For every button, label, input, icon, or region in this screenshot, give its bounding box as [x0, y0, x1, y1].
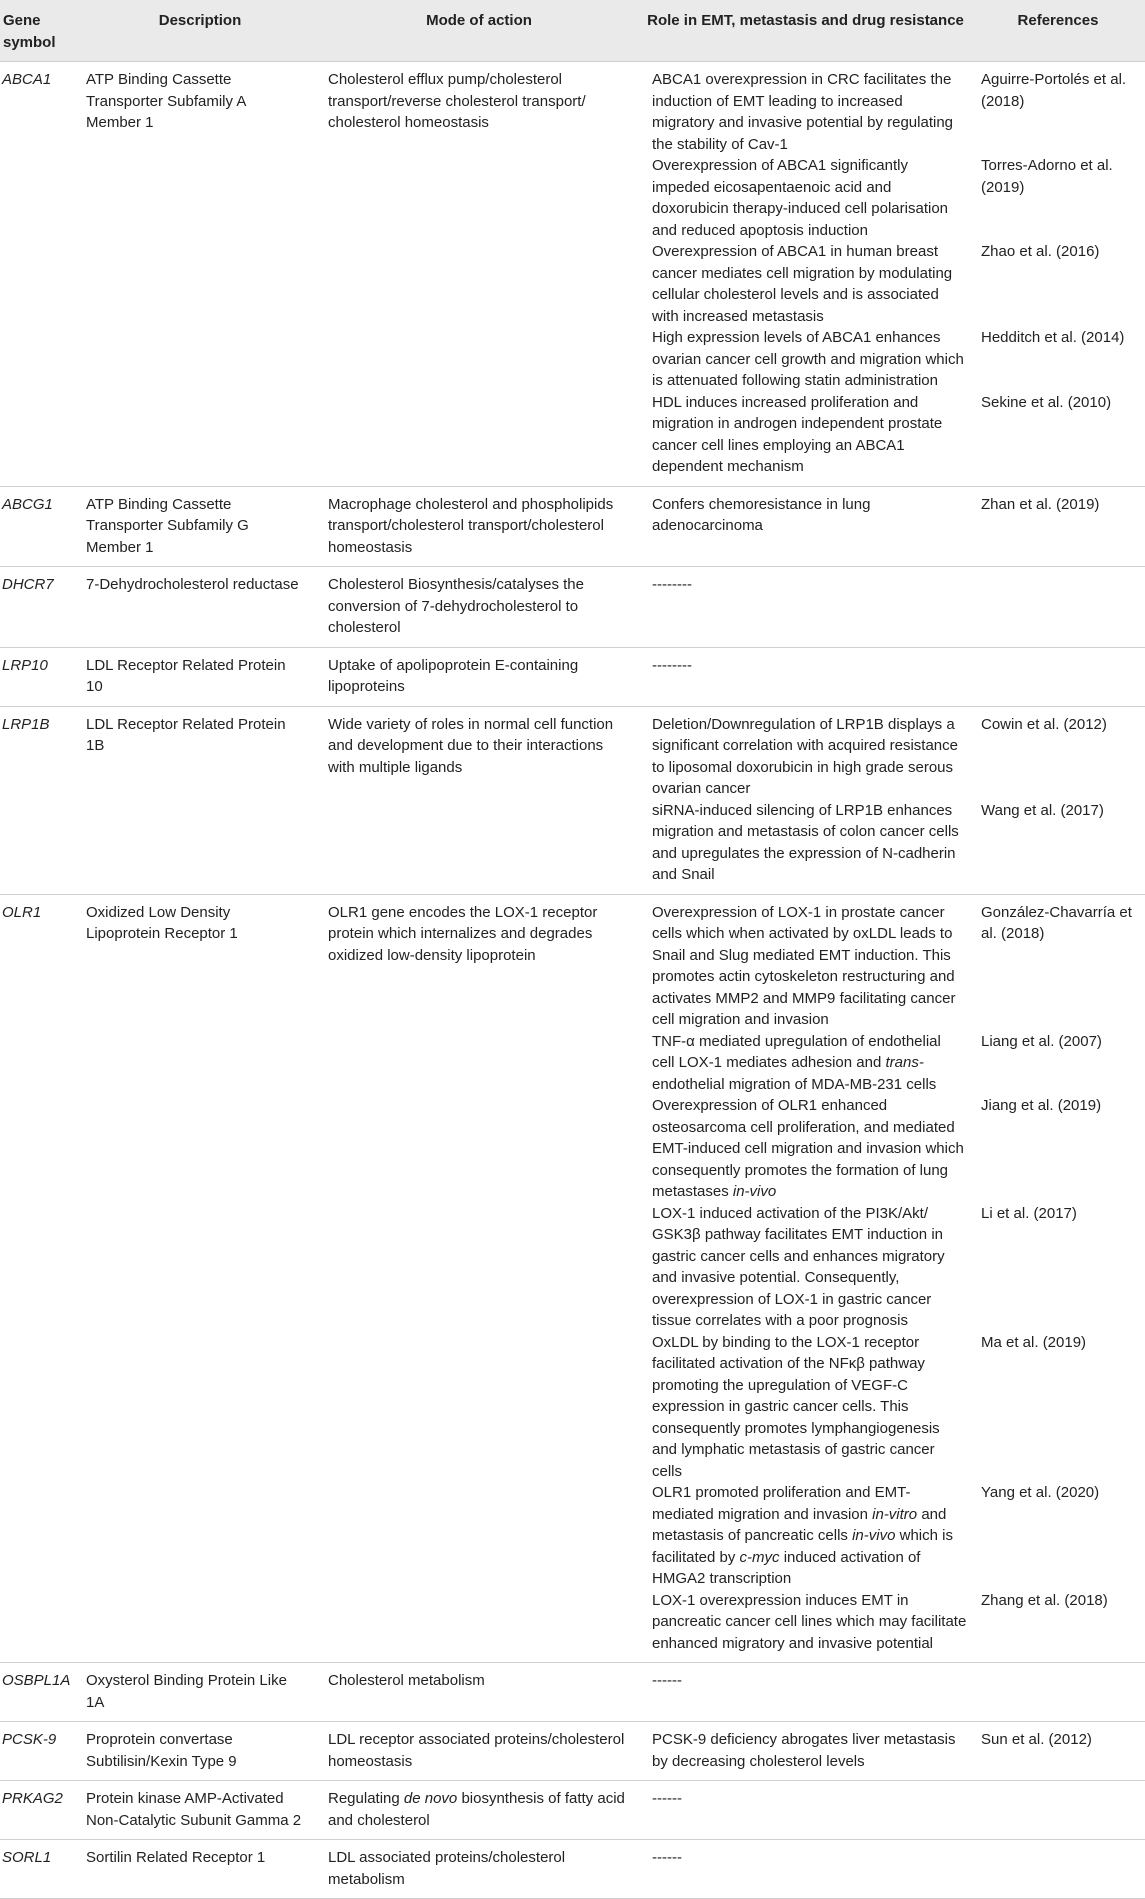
table-row — [0, 62, 1145, 487]
role-list — [640, 574, 1145, 639]
role-list — [640, 714, 1145, 886]
table-row — [0, 648, 1145, 707]
description-cell: ATP Binding Cassette Transporter Subfamily G Member 1 — [86, 495, 249, 556]
gene-symbol-cell: DHCR7 — [2, 576, 54, 593]
reference-cell: Liang et al. (2007) — [981, 1032, 1102, 1050]
role-text: Confers chemoresistance in lung adenocarcinoma — [652, 495, 871, 534]
gene-symbol-cell: ABCG1 — [2, 495, 53, 513]
reference-cell: Sekine et al. (2010) — [981, 393, 1112, 411]
gene-symbol-cell: OLR1 — [2, 903, 42, 921]
gene-symbol-cell: LRP10 — [2, 656, 48, 674]
reference-cell: Zhang et al. (2018) — [981, 1591, 1108, 1609]
reference-cell — [975, 1670, 1145, 1713]
role-text: PCSK-9 deficiency abrogates liver metastasis by decreasing cholesterol levels — [652, 1731, 956, 1770]
mode-of-action-cell: Cholesterol efflux pump/cholesterol transport/reverse cholesterol transport/ cholesterol homeostasis — [328, 71, 586, 131]
mode-of-action-cell: Macrophage cholesterol and phospholipids transport/cholesterol transport/cholesterol homeostasis — [328, 495, 614, 556]
reference-cell: Cowin et al. (2012) — [981, 715, 1107, 733]
role-text: Overexpression of LOX-1 in prostate cancer cells which when activated by oxLDL leads to Snail and Slug mediated EMT induction. This promotes actin cytoskeleton restructuring and activates MMP2 and MMP9 facilitating cancer cell migration and invasion — [652, 903, 956, 1028]
role-text: ABCA1 overexpression in CRC facilitates the induction of EMT leading to increased migratory and invasive potential by regulating the stability of Cav-1 — [652, 71, 954, 153]
description-cell: ATP Binding Cassette Transporter Subfamily A Member 1 — [86, 71, 246, 131]
mode-of-action-cell: LDL receptor associated proteins/cholesterol homeostasis — [328, 1731, 625, 1770]
role-text: TNF-α mediated upregulation of endothelial cell LOX-1 mediates adhesion and trans-endothelial migration of MDA-MB-231 cells — [652, 1032, 941, 1093]
header-references: References — [1017, 12, 1099, 29]
role-text: ------ — [652, 1849, 682, 1866]
role-text: ------ — [652, 1672, 682, 1689]
reference-cell: Zhao et al. (2016) — [981, 243, 1100, 260]
role-text: Deletion/Downregulation of LRP1B displays a significant correlation with acquired resistance to liposomal doxorubicin in high grade serous ovarian cancer — [652, 715, 958, 797]
reference-cell: Yang et al. (2020) — [981, 1484, 1100, 1501]
header-description: Description — [158, 12, 242, 29]
description-cell: 7-Dehydrocholesterol reductase — [86, 576, 299, 593]
role-text: Overexpression of ABCA1 in human breast cancer mediates cell migration by modulating cellular cholesterol levels and is associated with increased metastasis — [652, 243, 953, 325]
header-role: Role in EMT, metastasis and drug resistance — [647, 12, 964, 29]
role-text: ------ — [652, 1790, 682, 1807]
reference-cell: Hedditch et al. (2014) — [981, 329, 1125, 346]
table-row — [0, 1781, 1145, 1840]
role-text: HDL induces increased proliferation and migration in androgen independent prostate cancer cell lines employing an ABCA1 dependent mechanism — [652, 393, 943, 475]
description-cell: LDL Receptor Related Protein 1B — [86, 715, 286, 754]
reference-cell: Li et al. (2017) — [981, 1204, 1077, 1222]
reference-cell — [975, 655, 1145, 698]
role-text: siRNA-induced silencing of LRP1B enhances migration and metastasis of colon cancer cells and upregulates the expression of N-cadherin and Snail — [652, 801, 959, 883]
role-text: LOX-1 induced activation of the PI3K/Akt/ GSK3β pathway facilitates EMT induction in gastric cancer cells and enhances migratory and invasive potential. Consequently, overexpression of LOX-1 in gastric cancer tissue correlates with a poor prognosis — [652, 1204, 945, 1329]
header-mode-of-action: Mode of action — [426, 12, 532, 29]
mode-of-action-cell: Wide variety of roles in normal cell function and development due to their interactions with multiple ligands — [328, 715, 614, 776]
table-row — [0, 487, 1145, 568]
mode-of-action-cell: LDL associated proteins/cholesterol metabolism — [328, 1849, 566, 1888]
description-cell: LDL Receptor Related Protein 10 — [86, 656, 286, 695]
description-cell: Oxidized Low Density Lipoprotein Receptor 1 — [86, 903, 238, 942]
header-gene-symbol: Gene symbol — [3, 12, 56, 51]
description-cell: Protein kinase AMP-Activated Non-Catalytic Subunit Gamma 2 — [86, 1790, 302, 1829]
reference-cell: Aguirre-Portolés et al. (2018) — [981, 71, 1127, 110]
mode-of-action-cell: Regulating de novo biosynthesis of fatty acid and cholesterol — [328, 1790, 625, 1829]
reference-cell: Ma et al. (2019) — [981, 1333, 1087, 1351]
reference-cell — [975, 1788, 1145, 1831]
role-list — [640, 1847, 1145, 1890]
table-row — [0, 1840, 1145, 1899]
gene-symbol-cell: PCSK-9 — [2, 1731, 57, 1748]
gene-symbol-cell: SORL1 — [2, 1849, 52, 1866]
reference-cell: Sun et al. (2012) — [981, 1731, 1092, 1748]
role-list — [640, 494, 1145, 559]
table-row — [0, 707, 1145, 895]
role-text: Overexpression of ABCA1 significantly impeded eicosapentaenoic acid and doxorubicin therapy-induced cell polarisation and reduced apoptosis induction — [652, 157, 949, 239]
role-list — [640, 1729, 1145, 1772]
role-text: LOX-1 overexpression induces EMT in pancreatic cancer cell lines which may facilitate enhanced migratory and invasive potential — [652, 1591, 967, 1652]
role-text: -------- — [652, 656, 692, 674]
gene-symbol-cell: ABCA1 — [2, 71, 52, 88]
mode-of-action-cell: Cholesterol Biosynthesis/catalyses the conversion of 7-dehydrocholesterol to cholesterol — [328, 576, 584, 636]
reference-cell: González-Chavarría et al. (2018) — [981, 903, 1132, 942]
role-text: Overexpression of OLR1 enhanced osteosarcoma cell proliferation, and mediated EMT-induced cell migration and invasion which consequently promotes the formation of lung metastases in-vivo — [652, 1097, 964, 1200]
role-list — [640, 1670, 1145, 1713]
description-cell: Proprotein convertase Subtilisin/Kexin Type 9 — [86, 1731, 237, 1770]
description-cell: Sortilin Related Receptor 1 — [86, 1849, 266, 1866]
reference-cell: Wang et al. (2017) — [981, 801, 1104, 819]
role-list — [640, 902, 1145, 1655]
reference-cell: Zhan et al. (2019) — [981, 495, 1100, 513]
reference-cell — [975, 1847, 1145, 1890]
reference-cell: Torres-Adorno et al. (2019) — [981, 157, 1113, 196]
description-cell: Oxysterol Binding Protein Like 1A — [86, 1672, 287, 1711]
gene-symbol-cell: LRP1B — [2, 715, 50, 733]
role-list — [640, 655, 1145, 698]
table-row — [0, 895, 1145, 1664]
mode-of-action-cell: OLR1 gene encodes the LOX-1 receptor protein which internalizes and degrades oxidized low-density lipoprotein — [328, 903, 598, 964]
mode-of-action-cell: Cholesterol metabolism — [328, 1672, 485, 1689]
mode-of-action-cell: Uptake of apolipoprotein E-containing lipoproteins — [328, 656, 579, 695]
gene-symbol-cell: PRKAG2 — [2, 1790, 63, 1807]
reference-cell — [975, 574, 1145, 639]
table-row — [0, 1663, 1145, 1722]
role-text: High expression levels of ABCA1 enhances ovarian cancer cell growth and migration which is attenuated following statin administration — [652, 329, 964, 389]
role-list — [640, 69, 1145, 478]
role-text: -------- — [652, 576, 692, 593]
gene-symbol-cell: OSBPL1A — [2, 1672, 71, 1689]
role-list — [640, 1788, 1145, 1831]
table-row — [0, 1722, 1145, 1781]
table-row — [0, 567, 1145, 648]
role-text: OxLDL by binding to the LOX-1 receptor facilitated activation of the NFκβ pathway promoting the upregulation of VEGF-C expression in gastric cancer cells. This consequently promotes lymphangiogenesis and lymphatic metastasis of gastric cancer cells — [652, 1333, 940, 1480]
reference-cell: Jiang et al. (2019) — [981, 1097, 1102, 1114]
role-text: OLR1 promoted proliferation and EMT-mediated migration and invasion in-vitro and metastasis of pancreatic cells in-vivo which is facilitated by c-myc induced activation of HMGA2 transcription — [652, 1484, 953, 1587]
table-header — [0, 0, 1145, 62]
table-body — [0, 62, 1145, 1899]
